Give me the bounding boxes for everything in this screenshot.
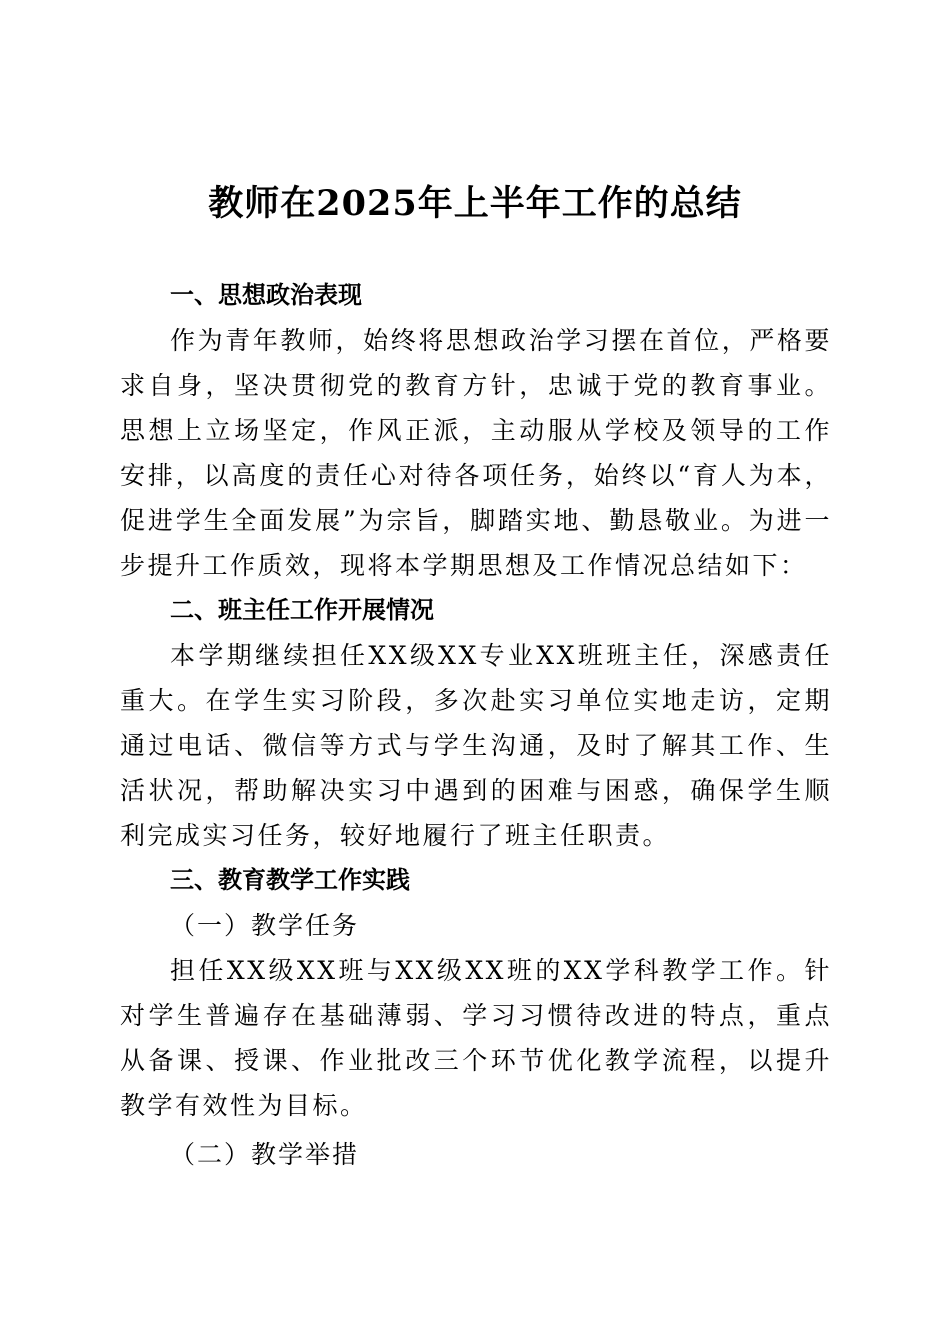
- section-2-heading: 二、班主任工作开展情况: [170, 596, 434, 624]
- section-3-paragraph-1: 担任XX级XX班与XX级XX班的XX学科教学工作。针对学生普遍存在基础薄弱、学习习惯待改进的特点，重点从备课、授课、作业批改三个环节优化教学流程，以提升教学有效性为目标。: [120, 956, 832, 1120]
- section-1-heading: 一、思想政治表现: [170, 281, 362, 309]
- section-2-paragraph: 本学期继续担任XX级XX专业XX班班主任，深感责任重大。在学生实习阶段，多次赴实习单位实地走访，定期通过电话、微信等方式与学生沟通，及时了解其工作、生活状况，帮助解决实习中遇到的困难与困惑，确保学生顺利完成实习任务，较好地履行了班主任职责。: [120, 641, 832, 850]
- document-body: [120, 273, 832, 1177]
- section-3-heading: 三、教育教学工作实践: [170, 866, 410, 894]
- section-3-subheading-1: （一）教学任务: [170, 911, 360, 940]
- section-3-subheading-2: （二）教学举措: [170, 1140, 360, 1169]
- section-1-paragraph: 作为青年教师，始终将思想政治学习摆在首位，严格要求自身，坚决贯彻党的教育方针，忠诚于党的教育事业。思想上立场坚定，作风正派，主动服从学校及领导的工作安排，以高度的责任心对待各项任务，始终以“育人为本，促进学生全面发展”为宗旨，脚踏实地、勤恳敬业。为进一步提升工作质效，现将本学期思想及工作情况总结如下：: [120, 326, 832, 580]
- document-title: 教师在2025年上半年工作的总结: [208, 183, 742, 224]
